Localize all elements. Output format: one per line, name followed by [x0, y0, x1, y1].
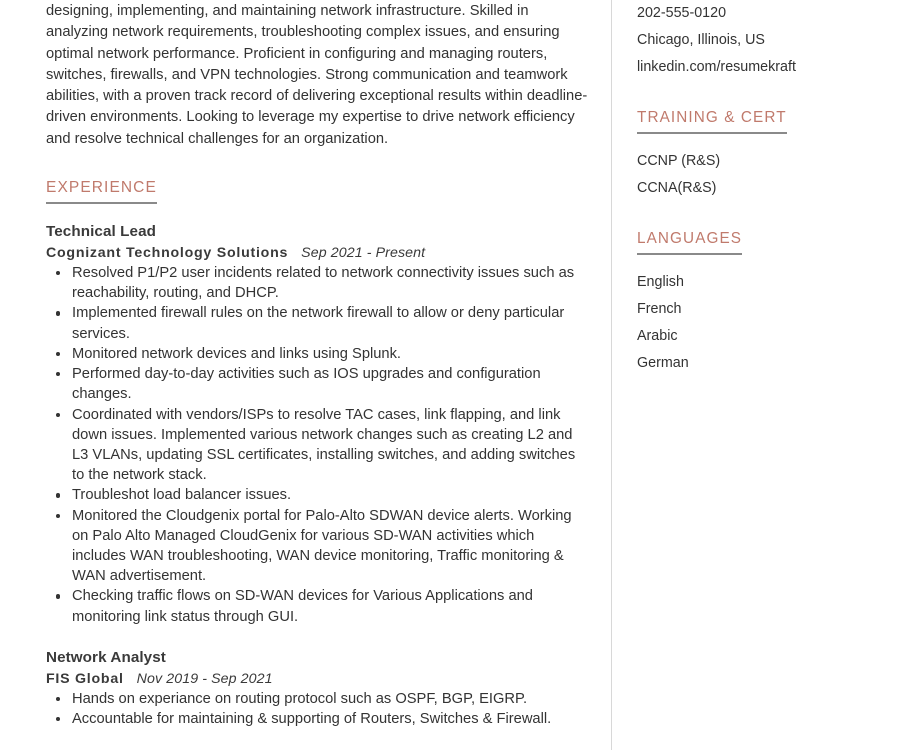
main-column: [46, 0, 591, 729]
language-item: German: [637, 355, 689, 371]
bullet-item: Checking traffic flows on SD-WAN devices for Various Applications and monitoring link status through GUI.: [46, 586, 591, 626]
bullet-item: Monitored network devices and links using Splunk.: [46, 344, 591, 364]
training-heading: TRAINING & CERT: [637, 109, 787, 134]
bullet-item: Implemented firewall rules on the network firewall to allow or deny particular services.: [46, 303, 591, 343]
sidebar-column: [637, 0, 882, 377]
training-item: CCNA(R&S): [637, 180, 717, 196]
job-title: Technical Lead: [46, 223, 156, 241]
job-dates: Nov 2019 - Sep 2021: [136, 670, 273, 687]
training-section: [637, 109, 882, 202]
bullet-item: Accountable for maintaining & supporting of Routers, Switches & Firewall.: [46, 709, 591, 729]
company-name: Cognizant Technology Solutions: [46, 245, 289, 262]
experience-section: [46, 179, 591, 729]
contact-location: Chicago, Illinois, US: [637, 32, 765, 48]
experience-entry: [46, 649, 591, 729]
contact-linkedin[interactable]: linkedin.com/resumekraft: [637, 59, 796, 75]
bullet-item: Monitored the Cloudgenix portal for Palo-Alto SDWAN device alerts. Working on Palo Alto Managed CloudGenix for various SD-WAN activities which includes WAN troubleshooting, WAN device monitoring, Traffic monitoring & WAN advertisement.: [46, 506, 591, 587]
training-list: [637, 148, 882, 202]
job-bullet-list: [46, 689, 591, 729]
languages-list: [637, 269, 882, 377]
job-bullet-list: [46, 263, 591, 627]
bullet-item: Resolved P1/P2 user incidents related to network connectivity issues such as reachability, routing, and DHCP.: [46, 263, 591, 303]
bullet-item: Performed day-to-day activities such as IOS upgrades and configuration changes.: [46, 364, 591, 404]
company-name: FIS Global: [46, 670, 124, 687]
bullet-item: Troubleshot load balancer issues.: [46, 485, 591, 505]
job-title: Network Analyst: [46, 648, 166, 666]
contact-block: [637, 0, 882, 81]
language-item: Arabic: [637, 328, 678, 344]
languages-section: [637, 230, 882, 377]
job-meta: [46, 245, 591, 261]
contact-phone: 202-555-0120: [637, 5, 727, 21]
bullet-item: Hands on experiance on routing protocol such as OSPF, BGP, EIGRP.: [46, 689, 591, 709]
experience-heading: EXPERIENCE: [46, 179, 157, 204]
column-divider: [611, 0, 612, 750]
job-meta: [46, 671, 591, 687]
job-dates: Sep 2021 - Present: [301, 245, 426, 262]
bullet-item: Coordinated with vendors/ISPs to resolve TAC cases, link flapping, and link down issues. Implemented various network changes such as creating L2 and L3 VLANs, updating SSL certificates, installing switches, and adding switches to the network stack.: [46, 405, 591, 486]
languages-heading: LANGUAGES: [637, 230, 742, 255]
experience-entry: [46, 223, 591, 627]
language-item: English: [637, 274, 684, 290]
professional-summary: designing, implementing, and maintaining network infrastructure. Skilled in analyzing network requirements, troubleshooting complex issues, and ensuring optimal network performance. Proficient in configuring and managing routers, switches, firewalls, and VPN technologies. Strong communication and teamwork abilities, with a proven track record of delivering exceptional results within deadline-driven environments. Looking to leverage my expertise to drive network efficiency and resolve technical challenges for an organization.: [46, 3, 588, 147]
language-item: French: [637, 301, 682, 317]
training-item: CCNP (R&S): [637, 153, 721, 169]
